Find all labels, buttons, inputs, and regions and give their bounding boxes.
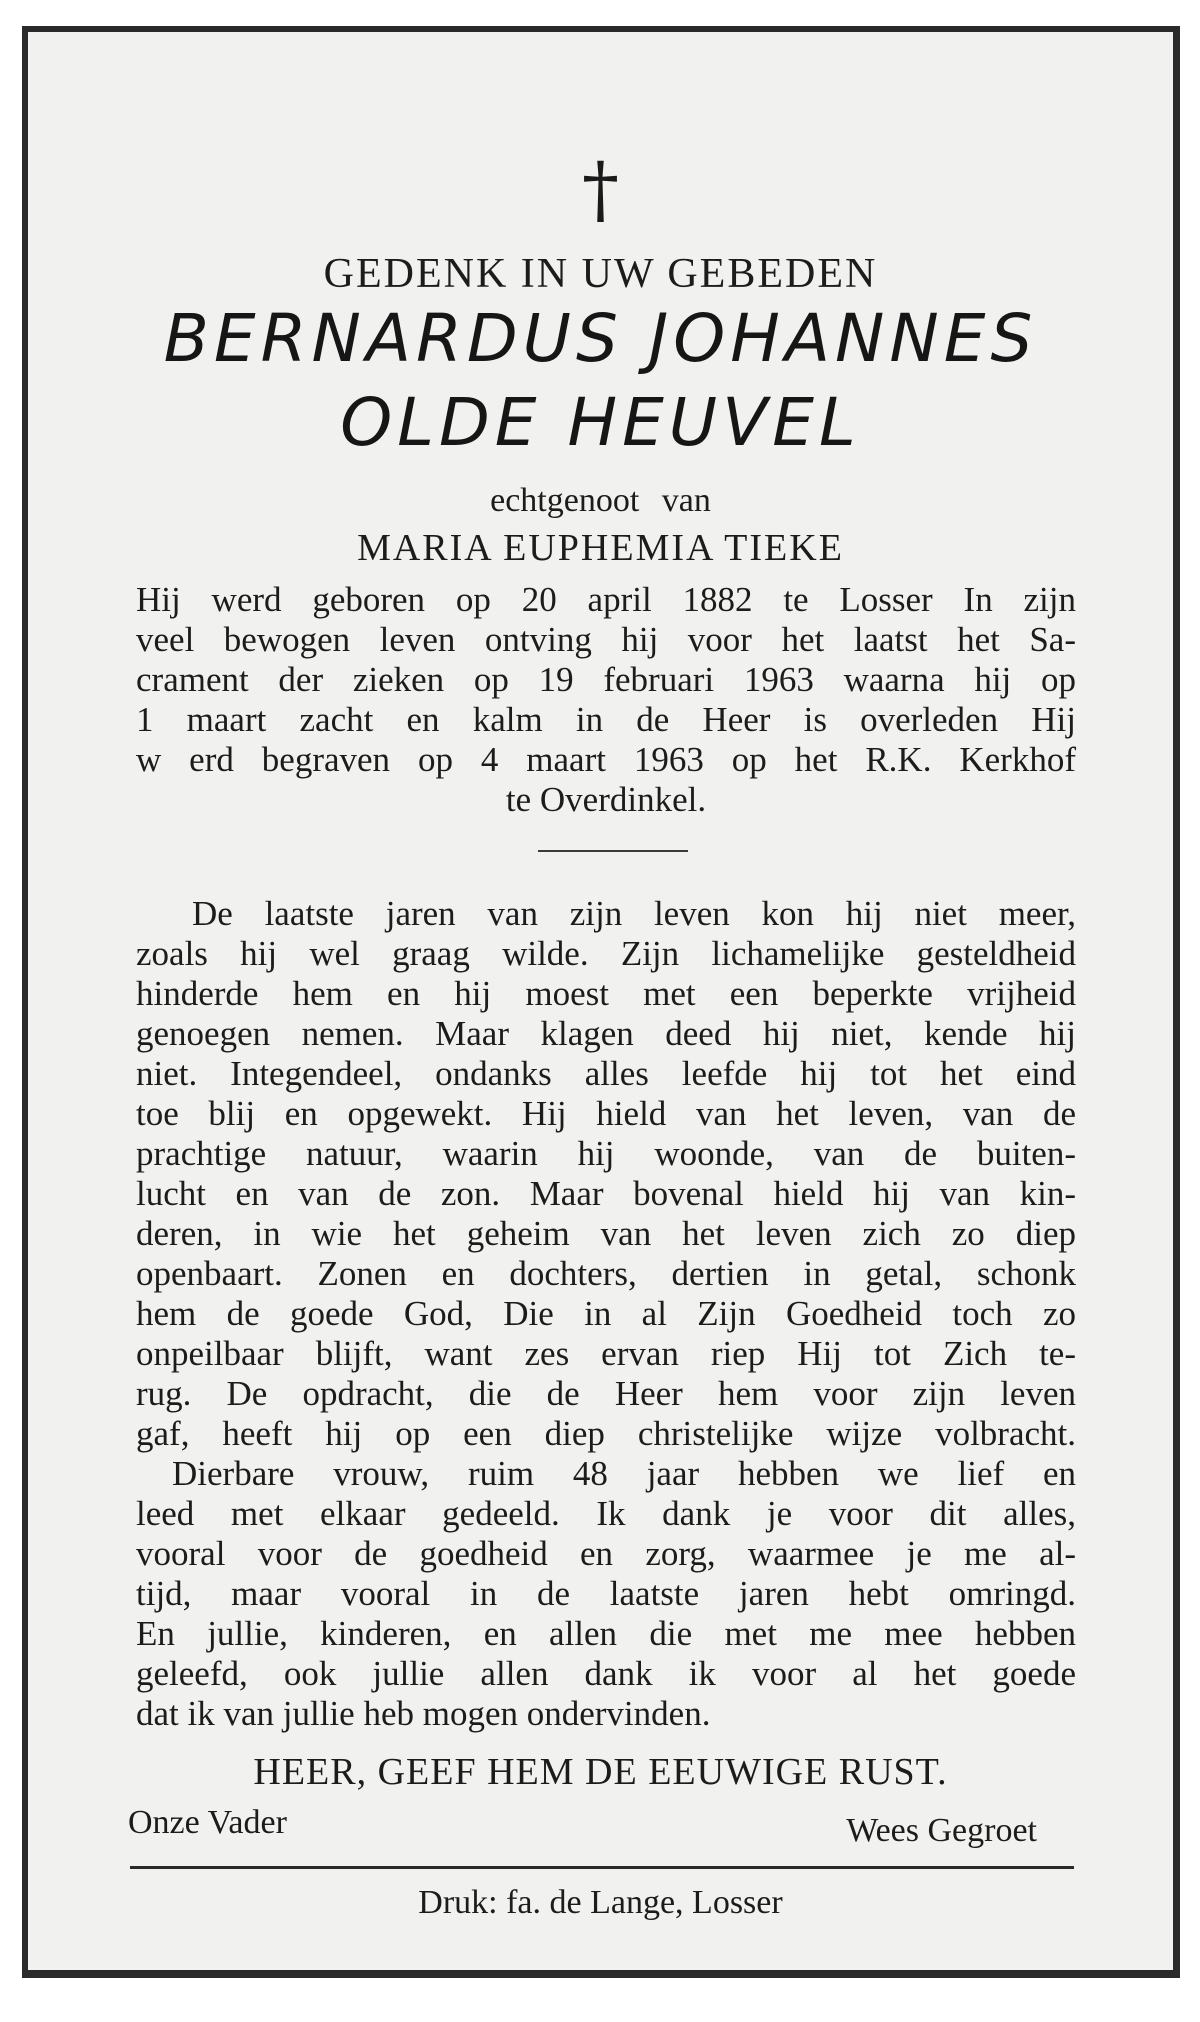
eulogy-line: gaf, heeft hij op een diep christelijke wijze volbracht.	[136, 1414, 1076, 1453]
bio-line: 1 maart zacht en kalm in de Heer is overleden Hij	[136, 700, 1076, 739]
eulogy-text	[136, 894, 1076, 1734]
eulogy-line: prachtige natuur, waarin hij woonde, van de buiten-	[136, 1134, 1076, 1173]
eulogy-line: hem de goede God, Die in al Zijn Goedheid toch zo	[136, 1294, 1076, 1333]
printer-credit: Druk: fa. de Lange, Losser	[418, 1884, 783, 1921]
eulogy-line: hinderde hem en hij moest met een beperkte vrijheid	[136, 974, 1076, 1013]
bio-line: veel bewogen leven ontving hij voor het laatst het Sa-	[136, 620, 1076, 659]
eulogy-line: rug. De opdracht, die de Heer hem voor zijn leven	[136, 1374, 1076, 1413]
spouse-name: MARIA EUPHEMIA TIEKE	[357, 527, 844, 569]
eulogy-line: niet. Integendeel, ondanks alles leefde hij tot het eind	[136, 1054, 1076, 1093]
eulogy-line: openbaart. Zonen en dochters, dertien in getal, schonk	[136, 1254, 1076, 1293]
deceased-name-line-2: OLDE HEUVEL	[340, 384, 861, 461]
section-divider	[538, 850, 688, 852]
eulogy-line: genoegen nemen. Maar klagen deed hij niet, kende hij	[136, 1014, 1076, 1053]
memorial-card	[22, 26, 1180, 1978]
eulogy-line: lucht en van de zon. Maar bovenal hield hij van kin-	[136, 1174, 1076, 1213]
closing-prayer: HEER, GEEF HEM DE EEUWIGE RUST.	[253, 1751, 948, 1793]
bio-line: crament der zieken op 19 februari 1963 waarna hij op	[136, 660, 1076, 699]
eulogy-line: Dierbare vrouw, ruim 48 jaar hebben we lief en	[172, 1454, 1076, 1493]
eulogy-line: onpeilbaar blijft, want zes ervan riep Hij tot Zich te-	[136, 1334, 1076, 1373]
bio-line: w erd begraven op 4 maart 1963 op het R.K. Kerkhof	[136, 740, 1076, 779]
eulogy-line: geleefd, ook jullie allen dank ik voor al het goede	[136, 1654, 1076, 1693]
eulogy-line: tijd, maar vooral in de laatste jaren hebt omringd.	[136, 1574, 1076, 1613]
bio-line: Hij werd geboren op 20 april 1882 te Losser In zijn	[136, 580, 1076, 619]
footer-rule	[130, 1866, 1074, 1869]
bio-line: te Overdinkel.	[505, 780, 707, 819]
eulogy-line: En jullie, kinderen, en allen die met me mee hebben	[136, 1614, 1076, 1653]
eulogy-line: vooral voor de goedheid en zorg, waarmee je me al-	[136, 1534, 1076, 1573]
card-heading: GEDENK IN UW GEBEDEN	[323, 251, 878, 297]
eulogy-line: De laatste jaren van zijn leven kon hij niet meer,	[192, 894, 1076, 933]
deceased-name-line-1: BERNARDUS JOHANNES	[163, 300, 1038, 377]
eulogy-line: deren, in wie het geheim van het leven zich zo diep	[136, 1214, 1076, 1253]
biography-paragraph	[136, 580, 1076, 820]
prayer-left: Onze Vader	[128, 1804, 287, 1841]
eulogy-line: toe blij en opgewekt. Hij hield van het leven, van de	[136, 1094, 1076, 1133]
relation-text: echtgenoot van	[490, 482, 711, 519]
eulogy-line: dat ik van jullie heb mogen ondervinden.	[136, 1694, 711, 1733]
cross-icon: †	[582, 147, 619, 233]
eulogy-line: zoals hij wel graag wilde. Zijn lichamelijke gesteldheid	[136, 934, 1076, 973]
eulogy-line: leed met elkaar gedeeld. Ik dank je voor dit alles,	[136, 1494, 1076, 1533]
prayer-right: Wees Gegroet	[846, 1812, 1037, 1849]
